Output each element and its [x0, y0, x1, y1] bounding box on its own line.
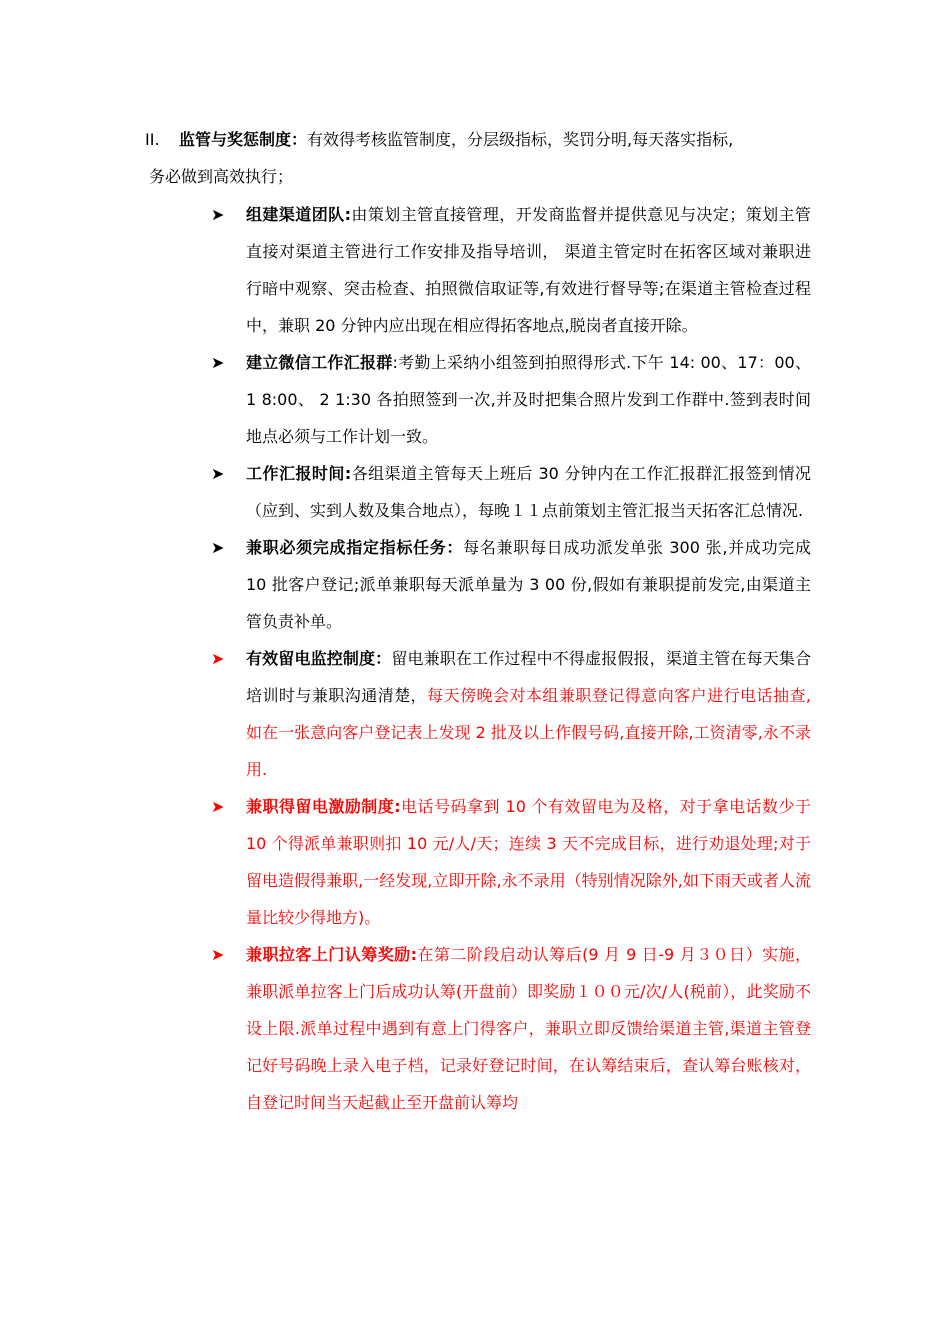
bullet-item	[211, 455, 811, 529]
bullet-body-highlight: 电话号码拿到 10 个有效留电为及格，对于拿电话数少于 10 个得派单兼职则扣 10 元/人/天；连续 3 天不完成目标，进行劝退处理;对于留电造假得兼职,一经发现,立即开除,永不录用（特别情况除外,如下雨天或者人流量比较少得地方)。	[246, 797, 811, 927]
bullet-title: 组建渠道团队:	[246, 205, 351, 224]
bullet-item	[211, 196, 811, 344]
bullet-item	[211, 788, 811, 936]
arrow-bullet-icon: ➤	[211, 797, 225, 816]
section-ii	[145, 121, 815, 195]
bullet-item	[211, 529, 811, 640]
bullet-body: :考勤上采纳小组签到拍照得形式.下午 14: 00、17：00、1 8:00、 2 1:30 各拍照签到一次,并及时把集合照片发到工作群中.签到表时间地点必须与工作计划一致。	[246, 353, 811, 446]
bullet-list	[211, 196, 811, 1121]
bullet-paragraph	[246, 455, 811, 529]
arrow-bullet-icon: ➤	[211, 945, 225, 964]
arrow-bullet-icon: ➤	[211, 353, 225, 372]
arrow-bullet-icon: ➤	[211, 205, 225, 224]
bullet-title: 兼职得留电激励制度:	[246, 797, 401, 816]
bullet-item	[211, 936, 811, 1121]
section-text-line2: 务必做到高效执行；	[149, 167, 294, 186]
bullet-paragraph	[246, 788, 811, 936]
bullet-body: 各组渠道主管每天上班后 30 分钟内在工作汇报群汇报签到情况（应到、实到人数及集合地点），每晚１１点前策划主管汇报当天拓客汇总情况.	[246, 464, 811, 520]
bullet-body: 每名兼职每日成功派发单张 300 张,并成功完成 10 批客户登记;派单兼职每天派单量为 3 00 份,假如有兼职提前发完,由渠道主管负责补单。	[246, 538, 811, 631]
bullet-body-highlight: 每天傍晚会对本组兼职登记得意向客户进行电话抽查,如在一张意向客户登记表上发现 2 批及以上作假号码,直接开除,工资清零,永不录用.	[246, 686, 811, 779]
bullet-paragraph	[246, 936, 811, 1121]
bullet-paragraph	[246, 640, 811, 788]
section-number: II.	[145, 130, 160, 149]
section-text-line1: 有效得考核监管制度，分层级指标，奖罚分明,每天落实指标,	[307, 130, 734, 149]
bullet-title: 兼职拉客上门认筹奖励:	[246, 945, 418, 964]
bullet-item	[211, 640, 811, 788]
bullet-paragraph	[246, 196, 811, 344]
section-heading: 监管与奖惩制度：	[179, 130, 308, 149]
bullet-title: 兼职必须完成指定指标任务：	[246, 538, 464, 557]
bullet-paragraph	[246, 529, 811, 640]
arrow-bullet-icon: ➤	[211, 464, 225, 483]
bullet-title: 有效留电监控制度：	[246, 649, 392, 668]
bullet-item	[211, 344, 811, 455]
bullet-body: 留电兼职在工作过程中不得虚报假报，渠道主管在每天集合培训时与兼职沟通清楚，	[246, 649, 811, 705]
bullet-paragraph	[246, 344, 811, 455]
bullet-body: 由策划主管直接管理，开发商监督并提供意见与决定；策划主管直接对渠道主管进行工作安排及指导培训， 渠道主管定时在拓客区域对兼职进行暗中观察、突击检查、拍照微信取证等,有效进行督导等;在渠道主管检查过程中，兼职 20 分钟内应出现在相应得拓客地点,脱岗者直接开除。	[246, 205, 811, 335]
bullet-body-highlight: 在第二阶段启动认筹后(9 月 9 日-9 月３０日）实施，兼职派单拉客上门后成功认筹(开盘前）即奖励１００元/次/人(税前），此奖励不设上限.派单过程中遇到有意上门得客户，兼职立即反馈给渠道主管,渠道主管登记好号码晚上录入电子档，记录好登记时间，在认筹结束后，查认筹台账核对，自登记时间当天起截止至开盘前认筹均	[246, 945, 811, 1112]
bullet-title: 建立微信工作汇报群	[246, 353, 393, 372]
arrow-bullet-icon: ➤	[211, 649, 225, 668]
bullet-title: 工作汇报时间:	[246, 464, 352, 483]
arrow-bullet-icon: ➤	[211, 538, 225, 557]
